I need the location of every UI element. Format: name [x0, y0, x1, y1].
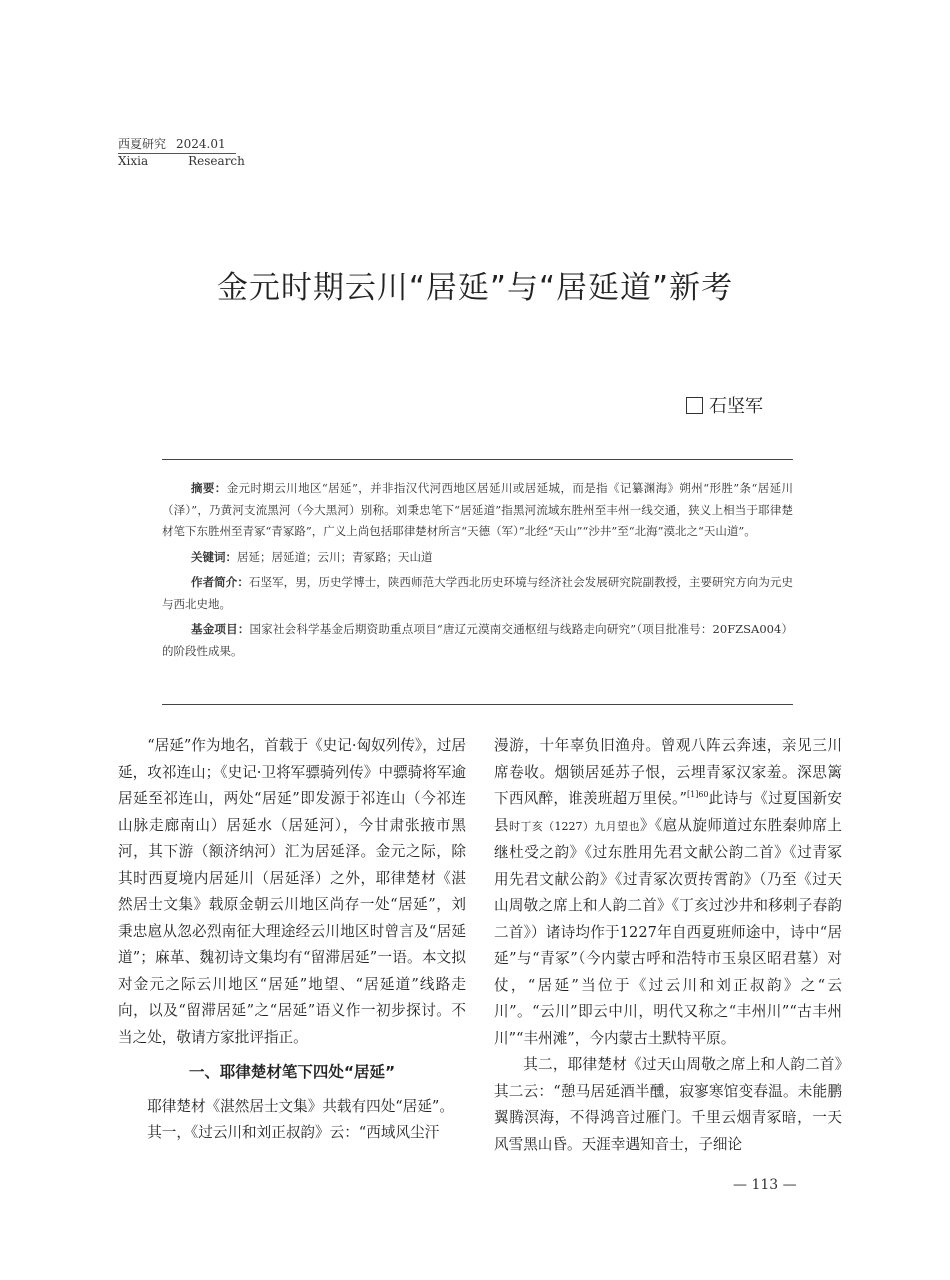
citation-ref: [1]60 — [686, 790, 709, 800]
journal-header — [118, 137, 245, 169]
journal-en-2: Research — [188, 154, 245, 168]
abstract-bottom-rule — [162, 704, 793, 705]
abstract-block — [162, 478, 793, 666]
article-title: 金元时期云川“居延”与“居延道”新考 — [216, 270, 734, 306]
author-line — [686, 392, 763, 418]
abstract-label: 摘要： — [191, 481, 227, 495]
abstract-text: 金元时期云川地区“居延”，并非指汉代河西地区居延川或居延城，而是指《记纂渊海》朔州“形胜”条“居延川（泽）”，乃黄河支流黑河（今大黑河）别称。刘秉忠笔下“居延道”指黑河流域东胜州至丰州一线交通，狭义上相当于耶律楚材笔下东胜州至青冢“青冢路”，广义上尚包括耶律楚材所言“天德（军）”北经“天山”“沙井”至“北海”漠北之“天山道”。 — [162, 481, 794, 538]
keywords-text: 居延；居延道；云川；青冢路；天山道 — [237, 549, 433, 564]
abstract-top-rule — [162, 459, 793, 460]
abstract-paragraph — [162, 478, 793, 543]
fund-paragraph — [162, 619, 793, 662]
author-info-label: 作者简介： — [191, 575, 249, 589]
page-number: — 113 — — [733, 1177, 797, 1193]
keywords-label: 关键词： — [191, 549, 237, 564]
fund-label: 基金项目： — [191, 622, 250, 636]
keywords-paragraph — [162, 547, 793, 569]
square-icon — [686, 397, 703, 414]
inline-note: 时丁亥（1227）九月望也 — [509, 819, 640, 833]
journal-name: 西夏研究 — [118, 137, 167, 151]
section-heading: 一、耶律楚材笔下四处“居延” — [188, 1063, 396, 1081]
body-paragraph: 其一，《过云川和刘正叔韵》云：“西域风尘汗 — [147, 1124, 440, 1141]
journal-header-en — [118, 154, 245, 169]
body-paragraph: 耶律楚材《湛然居士文集》共载有四处“居延”。 — [147, 1097, 454, 1115]
poem-text: 漫游，十年辜负旧渔舟。曾观八阵云奔速，亲见三川席卷收。烟锁居延苏子恨，云埋青冢汉家羞。深思篱下西风醉，谁羡班超万里侯。” — [494, 737, 842, 807]
journal-en-1: Xixia — [118, 154, 149, 168]
poem-paragraph — [494, 733, 842, 1052]
body-paragraph: 其二，耶律楚材《过天山周敬之席上和人韵二首》其二云：“憩马居延酒半醺，寂寥寒馆变春温。未能鹏翼腾溟海，不得鸿音过雁门。千里云烟青冢暗，一天风雪黑山昏。天涯幸遇知音士，子细论 — [494, 1056, 842, 1153]
author-name: 石坚军 — [709, 396, 763, 417]
intro-paragraph: “居延”作为地名，首载于《史记·匈奴列传》，过居延，攻祁连山；《史记·卫将军骠骑列传》中骠骑将军逾居延至祁连山，两处“居延”即发源于祁连山（今祁连山脉走廊南山）居延水（居延河），今甘肃张掖市黑河，其下游（额济纳河）汇为居延泽。金元之际，除其时西夏境内居延川（居延泽）之外，耶律楚材《湛然居士文集》载原金朝云川地区尚存一处“居延”，刘秉忠扈从忽必烈南征大理途经云川地区时曾言及“居延道”；麻革、魏初诗文集均有“留滞居延”一语。本文拟对金元之际云川地区“居延”地望、“居延道”线路走向，以及“留滞居延”之“居延”语义作一初步探讨。不当之处，敬请方家批评指正。 — [118, 737, 466, 1046]
author-info-paragraph — [162, 572, 793, 615]
body-text: 此诗与《过夏国新安县 — [494, 790, 842, 834]
author-info-text: 石坚军，男，历史学博士，陕西师范大学西北历史环境与经济社会发展研究院副教授，主要研究方向为元史与西北史地。 — [162, 575, 794, 611]
journal-issue: 2024.01 — [176, 137, 226, 151]
left-column — [118, 733, 466, 1147]
journal-header-cn — [118, 137, 236, 154]
body-text: 》《扈从旋师道过东胜秦帅席上继杜受之韵》《过东胜用先君文献公韵二首》《过青冢用先君文献公韵》《过青冢次贾抟霄韵》（乃至《过天山周敬之席上和人韵二首》《丁亥过沙井和移剌子春韵二首》）诸诗均作于1227年自西夏班师途中，诗中“居延”与“青冢”（今内蒙古呼和浩特市玉泉区昭君墓）对仗，“居延”当位于《过云川和刘正叔韵》之“云川”。“云川”即云中川，明代又称之“丰州川”“古丰州川”“丰州滩”，今内蒙古土默特平原。 — [494, 816, 842, 1047]
fund-text: 国家社会科学基金后期资助重点项目“唐辽元漠南交通枢纽与线路走向研究”（项目批准号：20FZSA004）的阶段性成果。 — [162, 622, 793, 658]
right-column — [494, 733, 842, 1158]
